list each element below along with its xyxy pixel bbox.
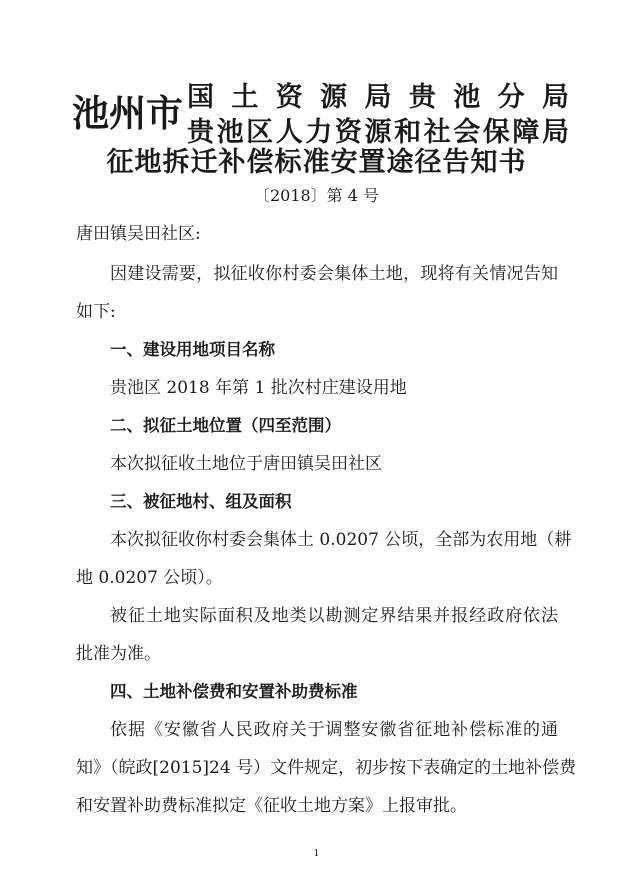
section-3-heading: 三、被征地村、组及面积 bbox=[110, 492, 292, 511]
section-3-text-line-3: 被征土地实际面积及地类以勘测定界结果并报经政府依法 bbox=[110, 606, 558, 626]
section-1-text: 贵池区 2018 年第 1 批次村庄建设用地 bbox=[110, 378, 407, 398]
section-3-text-line-4: 批准为准。 bbox=[76, 644, 161, 664]
city-name: 池州市 bbox=[72, 92, 183, 135]
intro-paragraph-line-1: 因建设需要，拟征收你村委会集体土地，现将有关情况告知 bbox=[110, 264, 558, 284]
page-number: 1 bbox=[313, 849, 320, 859]
addressee: 唐田镇吴田社区: bbox=[76, 224, 201, 244]
section-1-heading: 一、建设用地项目名称 bbox=[110, 340, 275, 359]
agency-name-land-resources: 国土资源局贵池分局 bbox=[187, 82, 569, 113]
intro-paragraph-line-2: 如下: bbox=[76, 302, 116, 322]
document-title: 征地拆迁补偿标准安置途径告知书 bbox=[106, 147, 527, 178]
document-number: 〔2018〕第 4 号 bbox=[253, 186, 380, 205]
agency-name-human-resources: 贵池区人力资源和社会保障局 bbox=[187, 117, 569, 148]
section-3-text-line-2: 地 0.0207 公顷）。 bbox=[76, 568, 223, 588]
section-4-text-line-2: 知》（皖政[2015]24 号）文件规定，初步按下表确定的土地补偿费 bbox=[76, 758, 577, 778]
section-4-heading: 四、土地补偿费和安置补助费标准 bbox=[110, 682, 358, 701]
section-2-heading: 二、拟征土地位置（四至范围） bbox=[110, 416, 341, 435]
section-3-text-line-1: 本次拟征收你村委会集体土 0.0207 公顷，全部为农用地（耕 bbox=[110, 530, 572, 550]
section-2-text: 本次拟征收土地位于唐田镇吴田社区 bbox=[110, 454, 382, 474]
section-4-text-line-1: 依据《安徽省人民政府关于调整安徽省征地补偿标准的通 bbox=[110, 720, 558, 740]
document-header bbox=[72, 82, 572, 154]
section-4-text-line-3: 和安置补助费标准拟定《征收土地方案》上报审批。 bbox=[76, 796, 467, 816]
